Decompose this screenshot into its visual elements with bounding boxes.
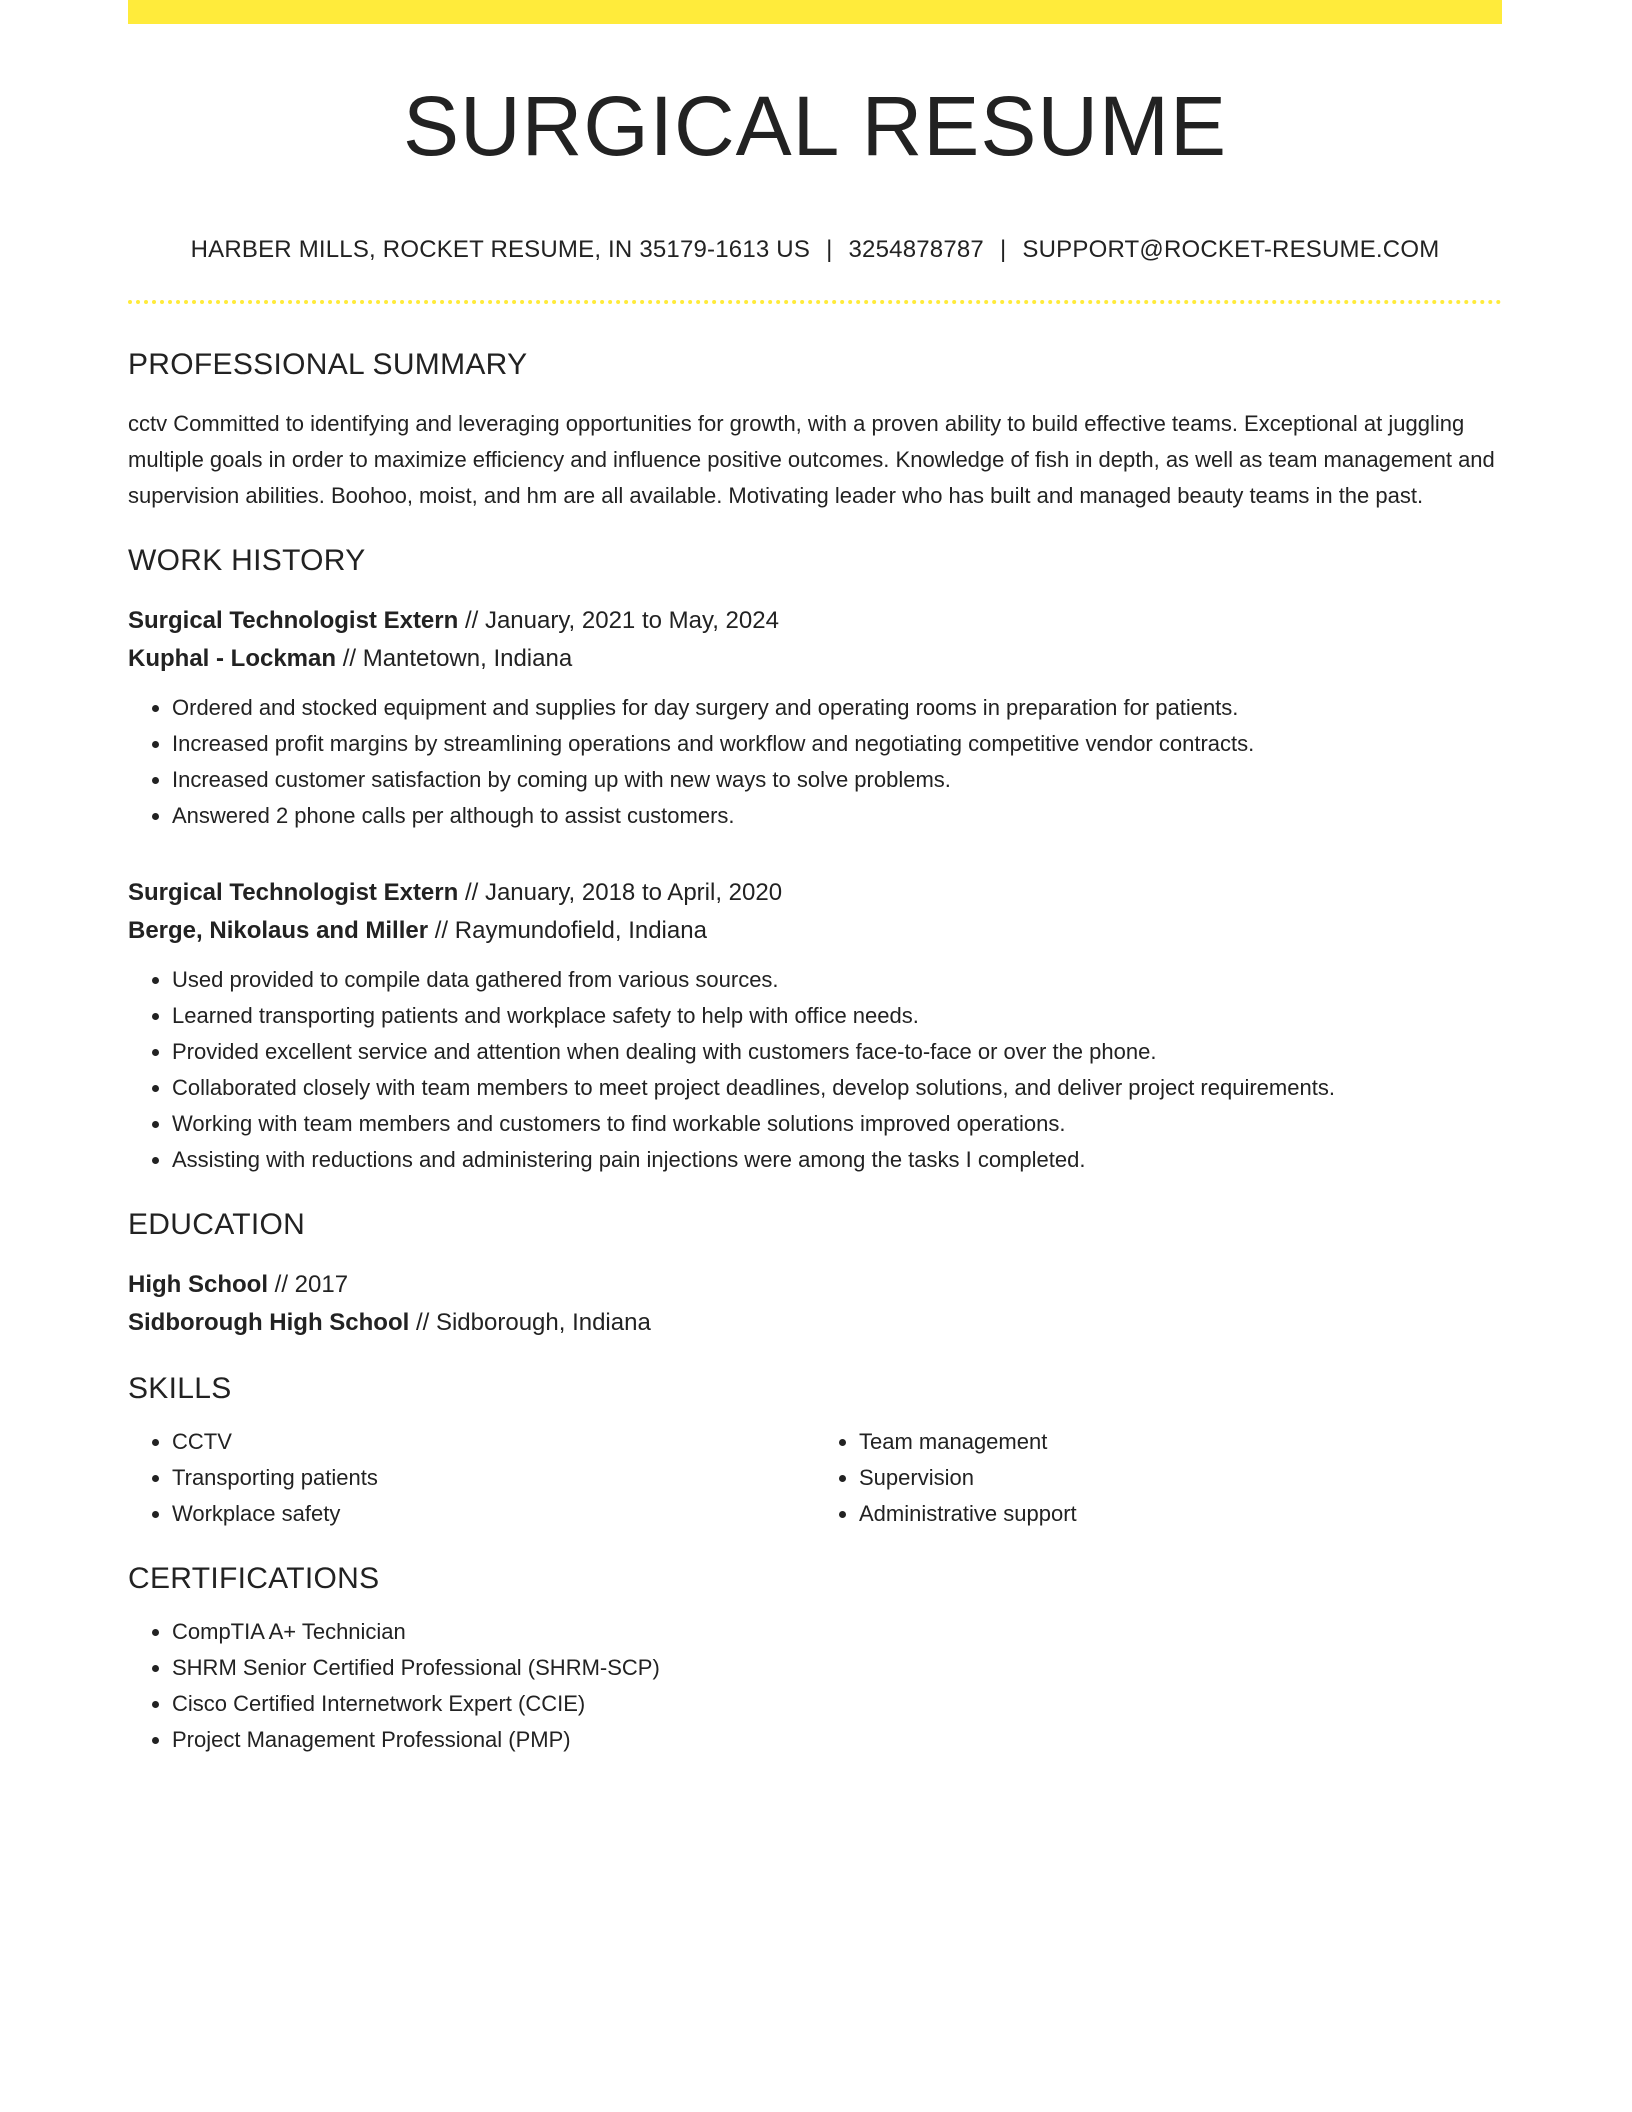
job-entry [128, 874, 1502, 1178]
job-company-line [128, 912, 1502, 950]
skill-item: • Workplace safety [172, 1496, 815, 1532]
section-work-history [128, 544, 1502, 1178]
section-skills [128, 1372, 1502, 1532]
job-dates: // January, 2021 to May, 2024 [458, 607, 779, 634]
section-heading: SKILLS [128, 1372, 232, 1405]
education-degree: High School [128, 1271, 268, 1298]
list-item: • Collaborated closely with team members to meet project deadlines, develop solutions, and deliver project requirements. [172, 1070, 1502, 1106]
resume-title: SURGICAL RESUME [402, 79, 1228, 173]
list-item: • Increased profit margins by streamlining operations and workflow and negotiating competitive vendor contracts. [172, 726, 1502, 762]
job-entry [128, 602, 1502, 834]
section-heading: EDUCATION [128, 1208, 306, 1241]
job-location: // Mantetown, Indiana [336, 645, 573, 672]
job-dates: // January, 2018 to April, 2020 [458, 879, 783, 906]
contact-phone: 3254878787 [848, 236, 984, 263]
job-title: Surgical Technologist Extern [128, 607, 459, 634]
list-item: • Provided excellent service and attention when dealing with customers face-to-face or over the phone. [172, 1034, 1502, 1070]
accent-top-bar [128, 0, 1502, 24]
job-title-line [128, 602, 1502, 640]
skill-item: • Supervision [859, 1460, 1502, 1496]
list-item: • Increased customer satisfaction by coming up with new ways to solve problems. [172, 762, 1502, 798]
skill-item: • Transporting patients [172, 1460, 815, 1496]
education-school: Sidborough High School [128, 1309, 410, 1336]
list-item: • Learned transporting patients and workplace safety to help with office needs. [172, 998, 1502, 1034]
job-title-line [128, 874, 1502, 912]
job-company-line [128, 640, 1502, 678]
skills-list-left [128, 1424, 815, 1532]
resume-page [128, 0, 1502, 1758]
skill-item: • Administrative support [859, 1496, 1502, 1532]
skills-list-right [815, 1424, 1502, 1532]
job-company: Berge, Nikolaus and Miller [128, 917, 429, 944]
job-bullets [128, 962, 1502, 1178]
contact-line [128, 236, 1502, 264]
list-item: • Used provided to compile data gathered from various sources. [172, 962, 1502, 998]
contact-separator: | [999, 236, 1007, 263]
list-item: • Answered 2 phone calls per although to assist customers. [172, 798, 1502, 834]
education-year: // 2017 [268, 1271, 349, 1298]
section-certifications [128, 1562, 1502, 1758]
dotted-divider [128, 300, 1502, 304]
section-heading: WORK HISTORY [128, 544, 366, 577]
certification-item: • Cisco Certified Internetwork Expert (CCIE) [172, 1686, 1502, 1722]
skills-grid [128, 1424, 1502, 1532]
education-location: // Sidborough, Indiana [409, 1309, 651, 1336]
certification-item: • SHRM Senior Certified Professional (SHRM-SCP) [172, 1650, 1502, 1686]
summary-text: cctv Committed to identifying and leveraging opportunities for growth, with a proven ability to build effective teams. Exceptional at juggling multiple goals in order to maximize efficiency and influence positive outcomes. Knowledge of fish in depth, as well as team management and supervision abilities. Boohoo, moist, and hm are all available. Motivating leader who has built and managed beauty teams in the past. [128, 411, 1495, 508]
section-education [128, 1208, 1502, 1342]
contact-email: SUPPORT@ROCKET-RESUME.COM [1022, 236, 1440, 263]
job-bullets [128, 690, 1502, 834]
education-school-line [128, 1304, 1502, 1342]
contact-separator: | [826, 236, 833, 263]
section-summary [128, 348, 1502, 514]
job-location: // Raymundofield, Indiana [428, 917, 707, 944]
list-item: • Ordered and stocked equipment and supplies for day surgery and operating rooms in preparation for patients. [172, 690, 1502, 726]
contact-address: HARBER MILLS, ROCKET RESUME, IN 35179-1613 US [190, 236, 811, 263]
education-entry [128, 1266, 1502, 1342]
section-heading: CERTIFICATIONS [128, 1562, 380, 1595]
job-title: Surgical Technologist Extern [128, 879, 459, 906]
job-company: Kuphal - Lockman [128, 645, 337, 672]
section-heading: PROFESSIONAL SUMMARY [128, 348, 528, 381]
skill-item: • CCTV [172, 1424, 815, 1460]
certification-item: • CompTIA A+ Technician [172, 1614, 1502, 1650]
list-item: • Working with team members and customers to find workable solutions improved operations. [172, 1106, 1502, 1142]
certifications-list [128, 1614, 1502, 1758]
certification-item: • Project Management Professional (PMP) [172, 1722, 1502, 1758]
skill-item: • Team management [859, 1424, 1502, 1460]
education-degree-line [128, 1266, 1502, 1304]
list-item: • Assisting with reductions and administering pain injections were among the tasks I completed. [172, 1142, 1502, 1178]
